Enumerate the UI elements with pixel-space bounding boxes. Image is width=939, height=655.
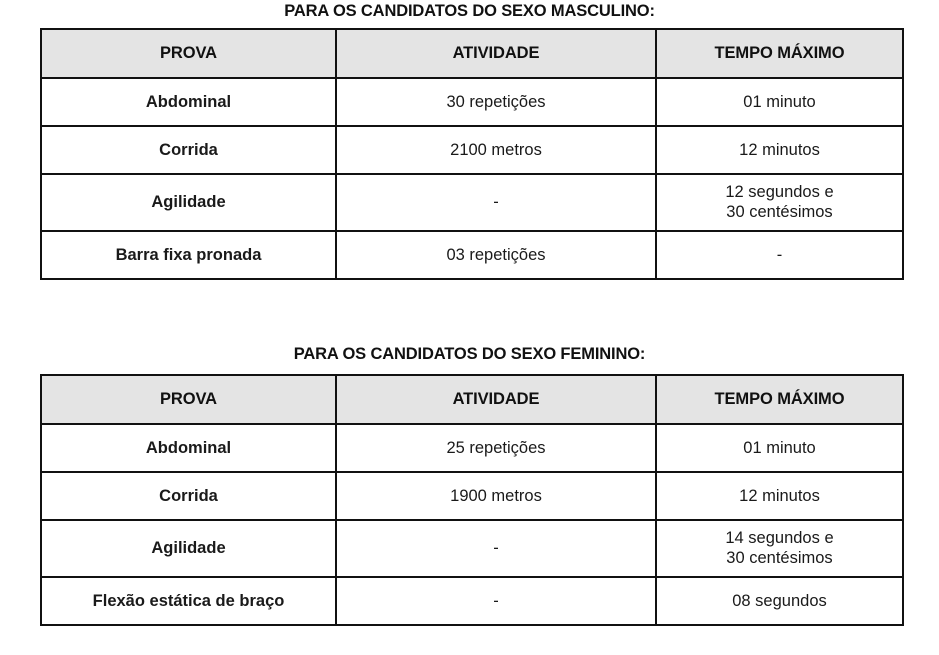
table-feminino [40,374,904,626]
cell-tempo-maximo: 12 minutos [656,472,903,520]
table-masculino-head [41,29,903,78]
cell-tempo-maximo: 12 minutos [656,126,903,174]
table-masculino-wrapper [40,28,902,280]
table-feminino-head [41,375,903,424]
cell-tempo-line-1: 14 segundos e [725,529,834,548]
cell-prova: Agilidade [41,520,336,577]
cell-tempo-maximo: 01 minuto [656,424,903,472]
cell-prova: Abdominal [41,424,336,472]
cell-prova: Flexão estática de braço [41,577,336,625]
table-row [41,174,903,231]
cell-tempo-maximo [656,520,903,577]
cell-atividade: - [336,577,656,625]
cell-tempo-maximo: 01 minuto [656,78,903,126]
section-title-feminino: PARA OS CANDIDATOS DO SEXO FEMININO: [293,345,646,363]
table-masculino-body [41,78,903,279]
cell-prova: Abdominal [41,78,336,126]
cell-tempo-maximo: 08 segundos [656,577,903,625]
cell-prova: Corrida [41,472,336,520]
table-row [41,126,903,174]
table-feminino-wrapper [40,374,902,626]
table-row [41,520,903,577]
table-row [41,472,903,520]
table-row [41,577,903,625]
cell-prova: Agilidade [41,174,336,231]
cell-tempo-maximo: - [656,231,903,279]
cell-prova: Barra fixa pronada [41,231,336,279]
column-header-atividade: ATIVIDADE [336,29,656,78]
cell-tempo-line-1: 12 segundos e [725,183,834,202]
column-header-tempo-maximo: TEMPO MÁXIMO [656,375,903,424]
cell-prova: Corrida [41,126,336,174]
cell-atividade: 30 repetições [336,78,656,126]
column-header-prova: PROVA [41,29,336,78]
table-row [41,231,903,279]
cell-atividade: - [336,520,656,577]
section-title-masculino: PARA OS CANDIDATOS DO SEXO MASCULINO: [284,2,655,20]
cell-tempo-maximo [656,174,903,231]
cell-atividade: 03 repetições [336,231,656,279]
column-header-prova: PROVA [41,375,336,424]
column-header-atividade: ATIVIDADE [336,375,656,424]
table-header-row [41,375,903,424]
column-header-tempo-maximo: TEMPO MÁXIMO [656,29,903,78]
table-feminino-body [41,424,903,625]
cell-atividade: 25 repetições [336,424,656,472]
cell-tempo-line-2: 30 centésimos [726,548,833,567]
cell-atividade: - [336,174,656,231]
table-row [41,78,903,126]
table-masculino [40,28,904,280]
cell-atividade: 1900 metros [336,472,656,520]
table-header-row [41,29,903,78]
table-row [41,424,903,472]
cell-atividade: 2100 metros [336,126,656,174]
cell-tempo-line-2: 30 centésimos [726,202,833,221]
